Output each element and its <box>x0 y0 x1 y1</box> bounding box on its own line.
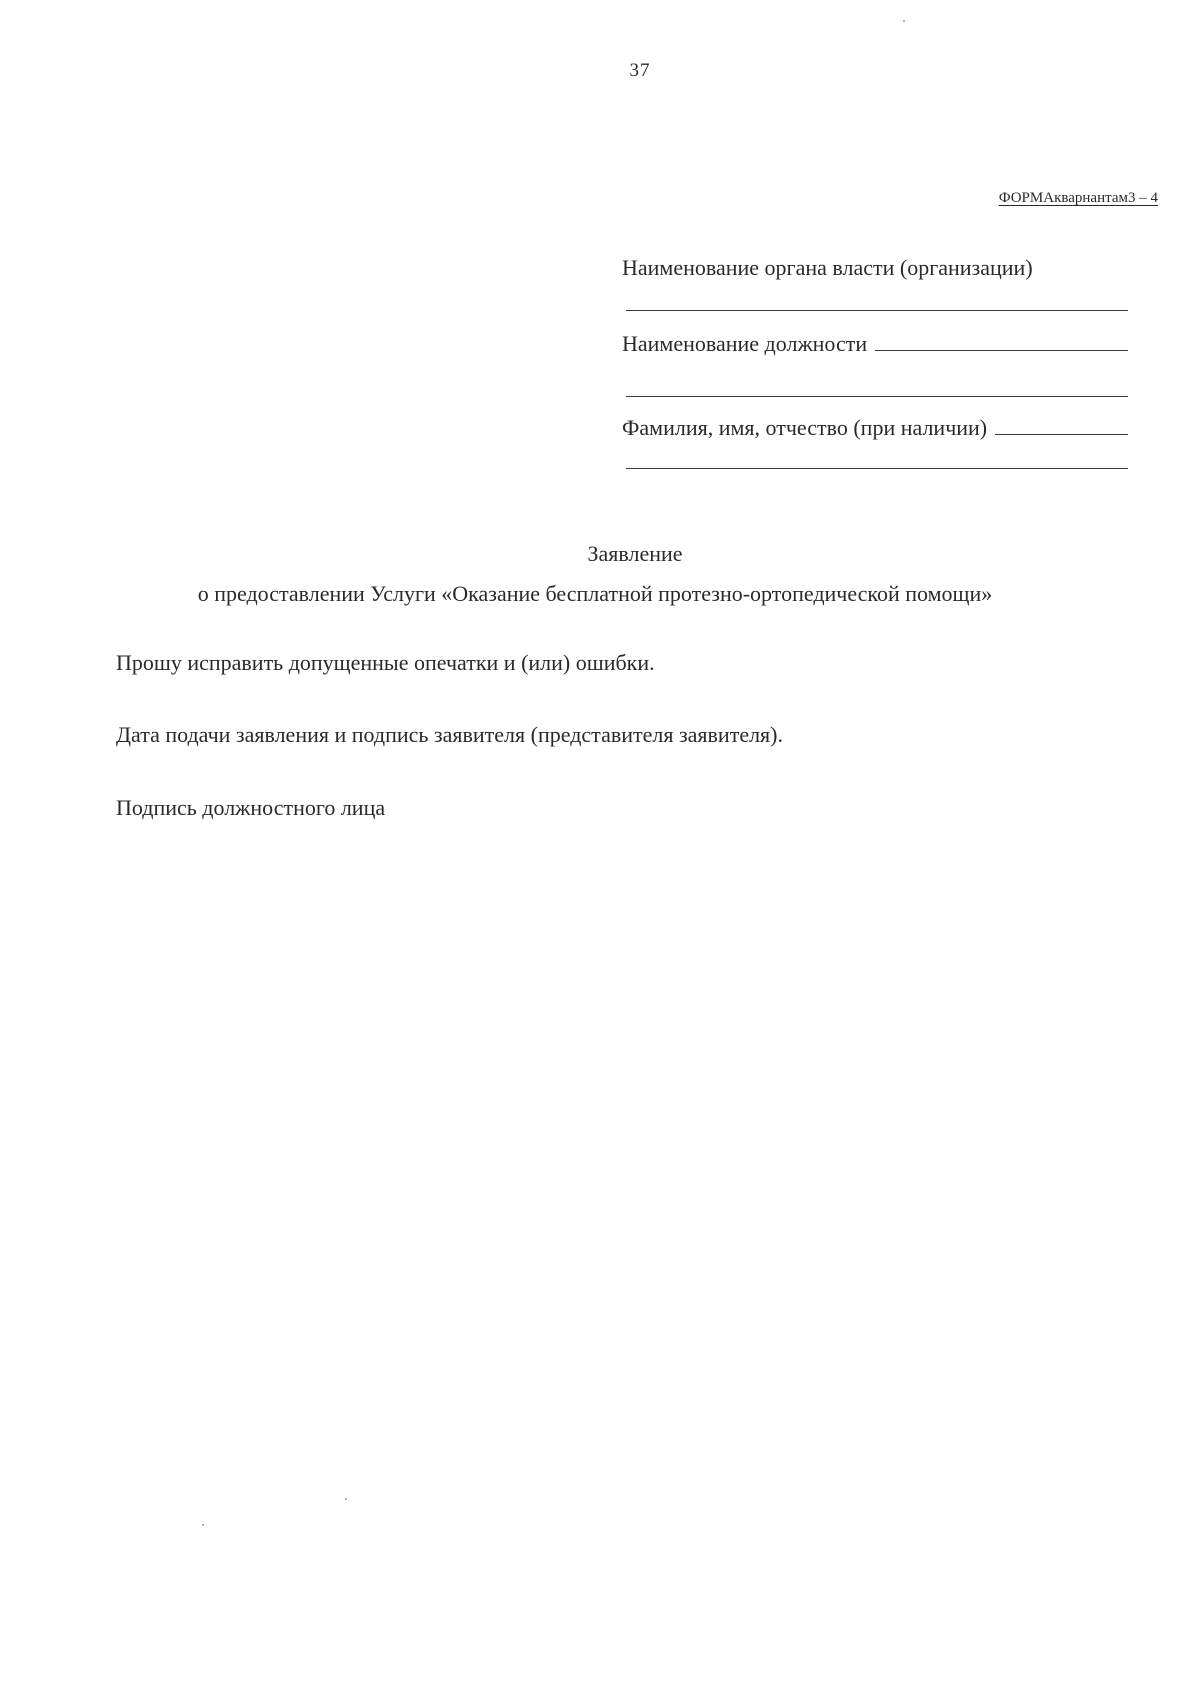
document-subtitle: о предоставлении Услуги «Оказание бесплатной протезно-ортопедической помощи» <box>197 581 993 606</box>
page-number: 37 <box>629 60 651 81</box>
fullname-row <box>622 405 1128 441</box>
position-field[interactable] <box>875 349 1128 351</box>
fullname-field[interactable] <box>995 433 1128 435</box>
position-row <box>622 321 1128 357</box>
form-code: ФОРМАкварнантам3 – 4 <box>998 190 1158 206</box>
position-label: Наименование должности <box>622 331 868 356</box>
request-text: Прошу исправить допущенные опечатки и (или) ошибки. <box>116 650 655 675</box>
organization-row <box>622 245 1128 281</box>
scan-speck <box>903 20 905 22</box>
date-signature-text: Дата подачи заявления и подпись заявителя (представителя заявителя). <box>116 722 784 747</box>
document-title: Заявление <box>587 541 683 566</box>
fullname-field-continued[interactable] <box>626 467 1128 469</box>
position-field-continued[interactable] <box>626 395 1128 397</box>
organization-field[interactable] <box>626 309 1128 311</box>
official-signature-text: Подпись должностного лица <box>116 795 386 820</box>
scan-speck <box>202 1524 204 1526</box>
addressee-block <box>622 245 1128 469</box>
scan-speck <box>345 1498 347 1500</box>
fullname-label: Фамилия, имя, отчество (при наличии) <box>622 415 988 440</box>
organization-label: Наименование органа власти (организации) <box>622 255 1033 280</box>
